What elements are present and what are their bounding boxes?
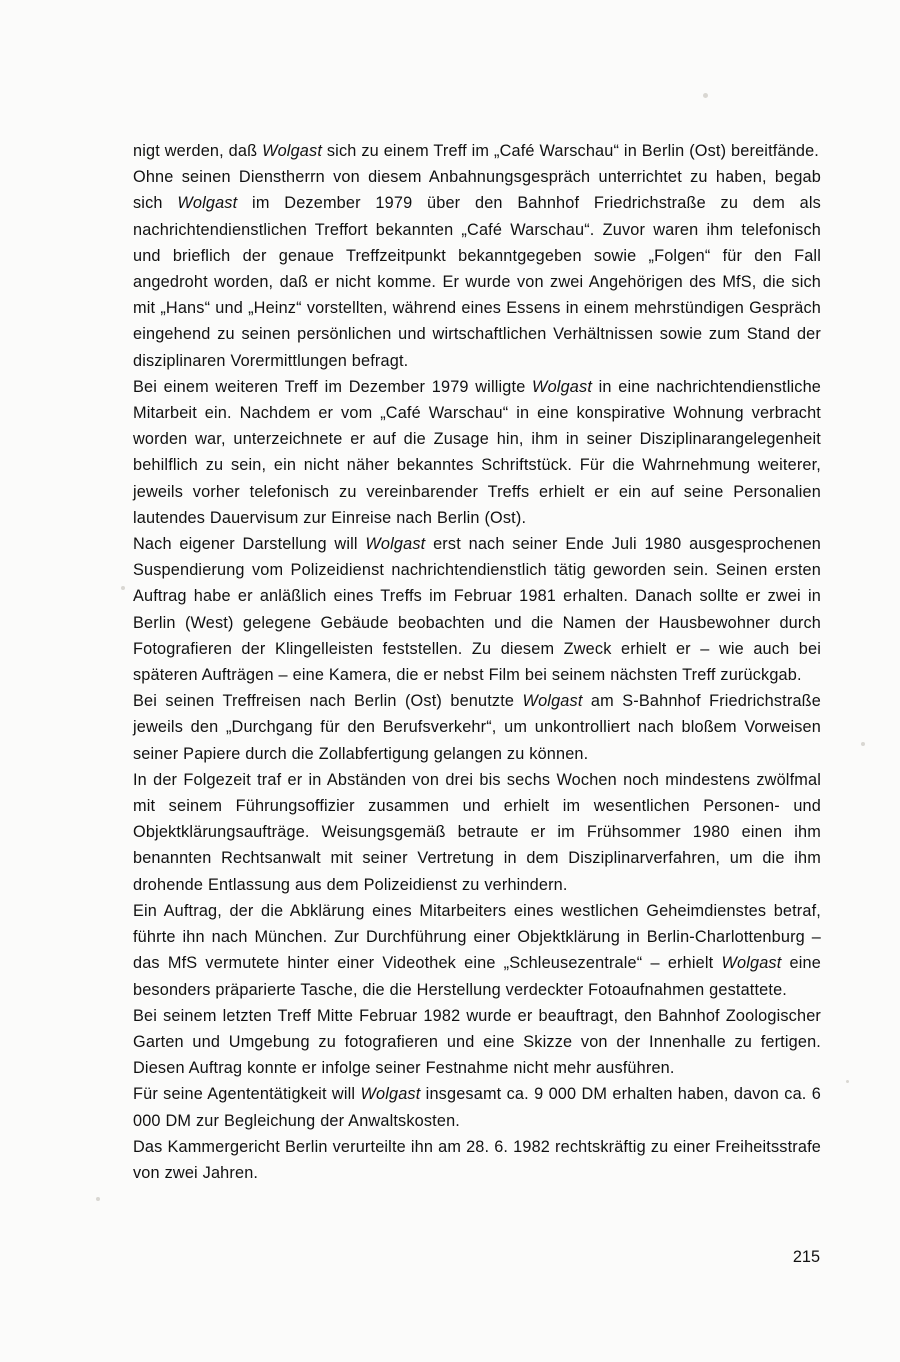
text-run: sich zu einem Treff im „Café Warschau“ in Berlin (Ost) bereitfände. bbox=[322, 142, 819, 160]
text-run: in eine nachrichtendienstliche Mitarbeit ein. Nachdem er vom „Café Warschau“ in eine konspirative Wohnung verbracht worden war, unterzeichnete er auf die Zusage hin, ihm in seiner Disziplinarangelegenheit behilflich zu sein, ein nicht näher bekanntes Schriftstück. Für die Wahrnehmung weiterer, jeweils vorher telefonisch zu vereinbarender Treffs erhielt er ein auf seine Personalien lautendes Dauervisum zur Einreise nach Berlin (Ost). bbox=[133, 377, 822, 527]
text-run: Ein Auftrag, der die Abklärung eines Mitarbeiters eines westlichen Geheimdienstes betraf, führte ihn nach München. Zur Durchführung einer Objektklärung in Berlin-Charlottenburg – das MfS vermutete hinter einer Videothek eine „Schleusezentrale“ – erhielt bbox=[133, 901, 821, 973]
text-run: am S-Bahnhof Friedrichstraße jeweils den „Durchgang für den Berufsverkehr“, um unkontrolliert nach bloßem Vorweisen seiner Papiere durch die Zollabfertigung gelangen zu können. bbox=[133, 692, 821, 763]
text-run: Bei seinem letzten Treff Mitte Februar 1982 wurde er beauftragt, den Bahnhof Zoologischer Garten und Umgebung zu fotografieren und eine Skizze von der Innenhalle zu fertigen. Diesen Auftrag konnte er infolge seiner Festnahme nicht mehr ausführen. bbox=[133, 1006, 821, 1078]
paragraph bbox=[133, 374, 821, 531]
emphasized-name: Wolgast bbox=[365, 535, 426, 554]
text-run: Bei seinen Treffreisen nach Berlin (Ost) benutzte bbox=[133, 692, 523, 711]
paper-speckle bbox=[121, 586, 125, 590]
text-run: im Dezember 1979 über den Bahnhof Friedrichstraße zu dem als nachrichtendienstlichen Treffort bekannten „Café Warschau“. Zuvor waren ihm telefonisch und brieflich der genaue Treffzeitpunkt bekanntgegeben sowie „Folgen“ für den Fall angedroht worden, daß er nicht komme. Er wurde von zwei Angehörigen des MfS, die sich mit „Hans“ und „Heinz“ vorstellten, während eines Essens in einem mehrstündigen Gespräch eingehend zu seinen persönlichen und wirtschaftlichen Verhältnissen sowie zum Stand der disziplinaren Vorermittlungen befragt. bbox=[133, 194, 821, 370]
paragraph bbox=[133, 531, 821, 688]
text-run: eine besonders präparierte Tasche, die die Herstellung verdeckter Fotoaufnahmen gestattete. bbox=[133, 954, 821, 999]
paper-speckle bbox=[96, 1197, 100, 1201]
emphasized-name: Wolgast bbox=[262, 142, 323, 160]
text-run: Ohne seinen Dienstherrn von diesem Anbahnungsgespräch unterrichtet zu haben, begab sich bbox=[133, 168, 821, 213]
emphasized-name: Wolgast bbox=[177, 194, 238, 213]
text-run: Bei einem weiteren Treff im Dezember 1979 willigte bbox=[133, 377, 533, 396]
emphasized-name: Wolgast bbox=[360, 1085, 421, 1104]
paragraph bbox=[133, 164, 821, 374]
text-run: In der Folgezeit traf er in Abständen von drei bis sechs Wochen noch mindestens zwölfmal mit seinem Führungsoffizier zusammen und erhielt im wesentlichen Personen- und Objektklärungsaufträge. Weisungsgemäß betraute er im Frühsommer 1980 einen ihm benannten Rechtsanwalt mit seiner Vertretung in dem Disziplinarverfahren, um die ihm drohende Entlassung aus dem Polizeidienst zu verhindern. bbox=[133, 770, 821, 894]
text-run: erst nach seiner Ende Juli 1980 ausgesprochenen Suspendierung vom Polizeidienst nachrichtendienstlich tätig geworden sein. Seinen ersten Auftrag habe er anläßlich eines Treffs im Februar 1981 erhalten. Danach sollte er zwei in Berlin (West) gelegene Gebäude beobachten und die Namen der Hausbewohner durch Fotografieren der Klingelleisten feststellen. Zu diesem Zweck erhielt er – wie auch bei späteren Aufträgen – eine Kamera, die er nebst Film bei seinem nächsten Treff zurückgab. bbox=[133, 535, 821, 685]
text-run: insgesamt ca. 9 000 DM erhalten haben, davon ca. 6 000 DM zur Begleichung der Anwaltskosten. bbox=[133, 1085, 821, 1130]
paragraph bbox=[133, 898, 821, 1003]
text-run: Für seine Agententätigkeit will bbox=[133, 1085, 361, 1104]
paper-speckle bbox=[703, 93, 708, 98]
text-run: Nach eigener Darstellung will bbox=[133, 535, 366, 554]
paragraph bbox=[133, 1003, 821, 1082]
page-body-text bbox=[133, 138, 821, 1186]
paper-speckle bbox=[846, 1080, 849, 1083]
paper-speckle bbox=[861, 742, 865, 746]
paragraph bbox=[133, 767, 821, 898]
page-number: 215 bbox=[792, 1248, 820, 1266]
emphasized-name: Wolgast bbox=[721, 954, 782, 973]
emphasized-name: Wolgast bbox=[522, 692, 583, 711]
paragraph bbox=[133, 1134, 821, 1186]
paragraph bbox=[133, 1081, 821, 1133]
paragraph bbox=[133, 138, 821, 164]
paragraph bbox=[133, 688, 821, 767]
text-run: Das Kammergericht Berlin verurteilte ihn am 28. 6. 1982 rechtskräftig zu einer Freiheitsstrafe von zwei Jahren. bbox=[133, 1137, 821, 1182]
emphasized-name: Wolgast bbox=[532, 377, 593, 396]
text-run: nigt werden, daß bbox=[133, 142, 263, 160]
